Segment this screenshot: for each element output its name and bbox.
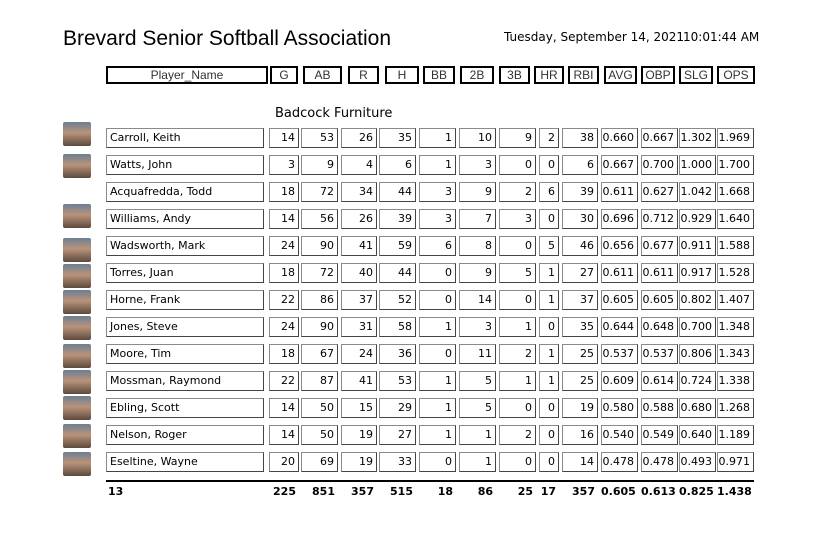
stat-cell-slg: 0.493 bbox=[679, 452, 716, 472]
stat-cell-3b: 0 bbox=[499, 155, 536, 175]
stat-cell-g: 14 bbox=[269, 398, 299, 418]
player-photo bbox=[63, 316, 91, 340]
stat-cell-ab: 53 bbox=[301, 128, 338, 148]
stat-cell-rbi: 19 bbox=[562, 398, 598, 418]
stat-cell-obp: 0.627 bbox=[641, 182, 678, 202]
stat-cell-r: 31 bbox=[341, 317, 377, 337]
stat-cell-slg: 1.302 bbox=[679, 128, 716, 148]
column-header-label: OPS bbox=[723, 68, 749, 82]
totals-bb: 18 bbox=[437, 485, 453, 498]
stat-cell-2b: 5 bbox=[459, 371, 496, 391]
stat-cell-3b: 0 bbox=[499, 290, 536, 310]
stat-cell-3b: 9 bbox=[499, 128, 536, 148]
player-photo bbox=[63, 154, 91, 178]
column-header-ab bbox=[303, 66, 342, 84]
stat-cell-r: 26 bbox=[341, 128, 377, 148]
column-header-label: R bbox=[359, 68, 368, 82]
stat-cell-g: 14 bbox=[269, 425, 299, 445]
stat-cell-ops: 1.268 bbox=[717, 398, 754, 418]
stat-cell-3b: 0 bbox=[499, 236, 536, 256]
totals-ops: 1.438 bbox=[717, 485, 752, 498]
player-name-cell: Carroll, Keith bbox=[106, 128, 264, 148]
player-photo bbox=[63, 370, 91, 394]
totals-obp: 0.613 bbox=[641, 485, 676, 498]
stat-cell-ab: 50 bbox=[301, 398, 338, 418]
stat-cell-slg: 0.911 bbox=[679, 236, 716, 256]
stat-cell-2b: 1 bbox=[459, 425, 496, 445]
stat-cell-rbi: 27 bbox=[562, 263, 598, 283]
column-header-label: H bbox=[397, 68, 407, 82]
report-date: Tuesday, September 14, 2021 bbox=[504, 30, 685, 44]
player-name-cell: Eseltine, Wayne bbox=[106, 452, 264, 472]
stat-cell-slg: 0.806 bbox=[679, 344, 716, 364]
stat-cell-rbi: 39 bbox=[562, 182, 598, 202]
report-title: Brevard Senior Softball Association bbox=[63, 27, 392, 50]
stat-cell-r: 41 bbox=[341, 236, 377, 256]
stat-cell-rbi: 14 bbox=[562, 452, 598, 472]
stat-cell-3b: 2 bbox=[499, 182, 536, 202]
stat-cell-obp: 0.478 bbox=[641, 452, 678, 472]
stat-cell-bb: 1 bbox=[419, 398, 456, 418]
stat-cell-g: 24 bbox=[269, 236, 299, 256]
stat-cell-3b: 1 bbox=[499, 371, 536, 391]
stat-cell-hr: 1 bbox=[539, 344, 559, 364]
stat-cell-g: 3 bbox=[269, 155, 299, 175]
stat-cell-ops: 1.668 bbox=[717, 182, 754, 202]
stat-cell-rbi: 25 bbox=[562, 371, 598, 391]
player-photo bbox=[63, 238, 91, 262]
stat-cell-rbi: 38 bbox=[562, 128, 598, 148]
stat-cell-r: 4 bbox=[341, 155, 377, 175]
stat-cell-hr: 0 bbox=[539, 317, 559, 337]
column-header-avg bbox=[604, 66, 637, 84]
stat-cell-ab: 69 bbox=[301, 452, 338, 472]
stat-cell-obp: 0.588 bbox=[641, 398, 678, 418]
stat-cell-bb: 0 bbox=[419, 290, 456, 310]
totals-2b: 86 bbox=[477, 485, 493, 498]
stat-cell-3b: 1 bbox=[499, 317, 536, 337]
stat-cell-ab: 50 bbox=[301, 425, 338, 445]
stat-cell-h: 36 bbox=[379, 344, 416, 364]
stat-cell-rbi: 6 bbox=[562, 155, 598, 175]
stat-cell-3b: 3 bbox=[499, 209, 536, 229]
stat-cell-3b: 0 bbox=[499, 398, 536, 418]
stat-cell-avg: 0.660 bbox=[601, 128, 638, 148]
player-photo bbox=[63, 344, 91, 368]
player-name-cell: Wadsworth, Mark bbox=[106, 236, 264, 256]
stat-cell-avg: 0.540 bbox=[601, 425, 638, 445]
stat-cell-bb: 0 bbox=[419, 344, 456, 364]
player-photo bbox=[63, 264, 91, 288]
column-header-label: 2B bbox=[469, 68, 485, 82]
stat-cell-ab: 87 bbox=[301, 371, 338, 391]
stat-cell-obp: 0.611 bbox=[641, 263, 678, 283]
column-header-label: SLG bbox=[683, 68, 708, 82]
stat-cell-2b: 9 bbox=[459, 263, 496, 283]
column-header-2b bbox=[460, 66, 494, 84]
stat-cell-ab: 56 bbox=[301, 209, 338, 229]
stat-cell-g: 20 bbox=[269, 452, 299, 472]
stat-cell-h: 58 bbox=[379, 317, 416, 337]
stat-cell-avg: 0.611 bbox=[601, 263, 638, 283]
stat-cell-ops: 1.640 bbox=[717, 209, 754, 229]
column-header-label: Player_Name bbox=[150, 68, 224, 82]
stat-cell-ops: 1.588 bbox=[717, 236, 754, 256]
player-name-cell: Acquafredda, Todd bbox=[106, 182, 264, 202]
stat-cell-avg: 0.478 bbox=[601, 452, 638, 472]
totals-3b: 25 bbox=[517, 485, 533, 498]
stat-cell-2b: 9 bbox=[459, 182, 496, 202]
player-name-cell: Moore, Tim bbox=[106, 344, 264, 364]
totals-ab: 851 bbox=[312, 485, 335, 498]
stat-cell-h: 44 bbox=[379, 182, 416, 202]
stat-cell-bb: 1 bbox=[419, 317, 456, 337]
player-photo bbox=[63, 204, 91, 228]
stat-cell-ops: 1.528 bbox=[717, 263, 754, 283]
stat-cell-hr: 1 bbox=[539, 371, 559, 391]
totals-r: 357 bbox=[351, 485, 374, 498]
stat-cell-slg: 0.917 bbox=[679, 263, 716, 283]
player-name-cell: Torres, Juan bbox=[106, 263, 264, 283]
stat-cell-2b: 1 bbox=[459, 452, 496, 472]
stat-cell-2b: 10 bbox=[459, 128, 496, 148]
stat-cell-hr: 6 bbox=[539, 182, 559, 202]
stat-cell-slg: 1.042 bbox=[679, 182, 716, 202]
stat-cell-obp: 0.605 bbox=[641, 290, 678, 310]
stat-cell-g: 22 bbox=[269, 371, 299, 391]
stat-cell-avg: 0.611 bbox=[601, 182, 638, 202]
stat-cell-hr: 2 bbox=[539, 128, 559, 148]
player-photo bbox=[63, 290, 91, 314]
column-header-label: G bbox=[279, 68, 289, 82]
stat-cell-h: 52 bbox=[379, 290, 416, 310]
stat-cell-avg: 0.656 bbox=[601, 236, 638, 256]
stat-cell-avg: 0.580 bbox=[601, 398, 638, 418]
stat-cell-obp: 0.537 bbox=[641, 344, 678, 364]
stat-cell-slg: 0.802 bbox=[679, 290, 716, 310]
stat-cell-avg: 0.644 bbox=[601, 317, 638, 337]
totals-h: 515 bbox=[390, 485, 413, 498]
player-name-cell: Watts, John bbox=[106, 155, 264, 175]
stat-cell-ab: 90 bbox=[301, 236, 338, 256]
stat-cell-2b: 5 bbox=[459, 398, 496, 418]
totals-avg: 0.605 bbox=[601, 485, 636, 498]
stat-cell-ops: 0.971 bbox=[717, 452, 754, 472]
stat-cell-rbi: 37 bbox=[562, 290, 598, 310]
column-header-label: BB bbox=[430, 68, 447, 82]
stat-cell-ab: 90 bbox=[301, 317, 338, 337]
stat-cell-obp: 0.549 bbox=[641, 425, 678, 445]
stat-cell-r: 41 bbox=[341, 371, 377, 391]
stat-cell-h: 53 bbox=[379, 371, 416, 391]
column-header-3b bbox=[499, 66, 530, 84]
stat-cell-rbi: 46 bbox=[562, 236, 598, 256]
player-photo bbox=[63, 452, 91, 476]
column-header-ops bbox=[717, 66, 755, 84]
column-header-hr bbox=[534, 66, 564, 84]
stat-cell-hr: 0 bbox=[539, 209, 559, 229]
stat-cell-bb: 3 bbox=[419, 182, 456, 202]
stat-cell-rbi: 35 bbox=[562, 317, 598, 337]
stat-cell-2b: 14 bbox=[459, 290, 496, 310]
stat-cell-hr: 0 bbox=[539, 452, 559, 472]
stat-cell-obp: 0.614 bbox=[641, 371, 678, 391]
stat-cell-bb: 1 bbox=[419, 371, 456, 391]
stat-cell-bb: 1 bbox=[419, 425, 456, 445]
player-photo bbox=[63, 122, 91, 146]
stat-cell-ab: 67 bbox=[301, 344, 338, 364]
stat-cell-hr: 5 bbox=[539, 236, 559, 256]
stat-cell-bb: 1 bbox=[419, 155, 456, 175]
column-header-rbi bbox=[568, 66, 599, 84]
player-photo bbox=[63, 396, 91, 420]
stat-cell-bb: 1 bbox=[419, 128, 456, 148]
totals-divider bbox=[106, 480, 754, 482]
stat-cell-hr: 0 bbox=[539, 425, 559, 445]
player-name-cell: Williams, Andy bbox=[106, 209, 264, 229]
player-name-cell: Nelson, Roger bbox=[106, 425, 264, 445]
stat-cell-obp: 0.712 bbox=[641, 209, 678, 229]
stat-cell-hr: 0 bbox=[539, 155, 559, 175]
stat-cell-obp: 0.648 bbox=[641, 317, 678, 337]
stat-cell-g: 18 bbox=[269, 344, 299, 364]
column-header-obp bbox=[641, 66, 675, 84]
stat-cell-r: 24 bbox=[341, 344, 377, 364]
stat-cell-3b: 5 bbox=[499, 263, 536, 283]
team-name: Badcock Furniture bbox=[275, 106, 393, 121]
stat-cell-slg: 0.724 bbox=[679, 371, 716, 391]
stat-cell-rbi: 30 bbox=[562, 209, 598, 229]
column-header-g bbox=[270, 66, 298, 84]
stat-cell-ab: 72 bbox=[301, 263, 338, 283]
stat-cell-g: 24 bbox=[269, 317, 299, 337]
column-header-player-name bbox=[106, 66, 268, 84]
column-header-label: HR bbox=[540, 68, 558, 82]
stat-cell-ab: 86 bbox=[301, 290, 338, 310]
stat-cell-ops: 1.348 bbox=[717, 317, 754, 337]
stat-cell-obp: 0.667 bbox=[641, 128, 678, 148]
stat-cell-ab: 9 bbox=[301, 155, 338, 175]
player-name-cell: Ebling, Scott bbox=[106, 398, 264, 418]
stat-cell-avg: 0.609 bbox=[601, 371, 638, 391]
stat-cell-ops: 1.407 bbox=[717, 290, 754, 310]
stat-cell-ab: 72 bbox=[301, 182, 338, 202]
stat-cell-slg: 0.929 bbox=[679, 209, 716, 229]
stat-cell-bb: 0 bbox=[419, 452, 456, 472]
stat-cell-r: 37 bbox=[341, 290, 377, 310]
stat-cell-3b: 2 bbox=[499, 344, 536, 364]
stat-cell-h: 59 bbox=[379, 236, 416, 256]
column-header-h bbox=[385, 66, 419, 84]
stat-cell-g: 18 bbox=[269, 182, 299, 202]
stat-cell-bb: 3 bbox=[419, 209, 456, 229]
stat-cell-r: 19 bbox=[341, 425, 377, 445]
stat-cell-bb: 0 bbox=[419, 263, 456, 283]
column-header-label: OBP bbox=[645, 68, 671, 82]
stat-cell-h: 39 bbox=[379, 209, 416, 229]
stat-cell-h: 6 bbox=[379, 155, 416, 175]
stat-cell-g: 14 bbox=[269, 209, 299, 229]
stat-cell-2b: 3 bbox=[459, 155, 496, 175]
column-header-slg bbox=[679, 66, 713, 84]
player-name-cell: Mossman, Raymond bbox=[106, 371, 264, 391]
stat-cell-obp: 0.677 bbox=[641, 236, 678, 256]
stat-cell-avg: 0.696 bbox=[601, 209, 638, 229]
totals-hr: 17 bbox=[540, 485, 556, 498]
stat-cell-h: 33 bbox=[379, 452, 416, 472]
stat-cell-hr: 1 bbox=[539, 263, 559, 283]
stat-cell-h: 27 bbox=[379, 425, 416, 445]
totals-slg: 0.825 bbox=[679, 485, 714, 498]
stat-cell-r: 15 bbox=[341, 398, 377, 418]
stat-cell-rbi: 16 bbox=[562, 425, 598, 445]
stat-cell-ops: 1.343 bbox=[717, 344, 754, 364]
stat-cell-g: 22 bbox=[269, 290, 299, 310]
stat-cell-slg: 0.700 bbox=[679, 317, 716, 337]
stat-cell-r: 19 bbox=[341, 452, 377, 472]
stat-cell-r: 34 bbox=[341, 182, 377, 202]
stat-cell-hr: 1 bbox=[539, 290, 559, 310]
player-photo bbox=[63, 424, 91, 448]
player-name-cell: Jones, Steve bbox=[106, 317, 264, 337]
stat-cell-g: 18 bbox=[269, 263, 299, 283]
stat-cell-3b: 0 bbox=[499, 452, 536, 472]
stat-cell-avg: 0.537 bbox=[601, 344, 638, 364]
stat-cell-slg: 0.640 bbox=[679, 425, 716, 445]
stat-cell-h: 29 bbox=[379, 398, 416, 418]
column-header-r bbox=[348, 66, 379, 84]
stat-cell-slg: 0.680 bbox=[679, 398, 716, 418]
stat-cell-2b: 7 bbox=[459, 209, 496, 229]
stat-cell-h: 35 bbox=[379, 128, 416, 148]
stat-cell-avg: 0.605 bbox=[601, 290, 638, 310]
stat-cell-obp: 0.700 bbox=[641, 155, 678, 175]
player-name-cell: Horne, Frank bbox=[106, 290, 264, 310]
column-header-label: AVG bbox=[608, 68, 633, 82]
stat-cell-ops: 1.700 bbox=[717, 155, 754, 175]
stat-cell-r: 40 bbox=[341, 263, 377, 283]
stat-cell-g: 14 bbox=[269, 128, 299, 148]
stat-cell-3b: 2 bbox=[499, 425, 536, 445]
stat-cell-ops: 1.338 bbox=[717, 371, 754, 391]
stat-cell-hr: 0 bbox=[539, 398, 559, 418]
totals-player-count: 13 bbox=[108, 485, 124, 498]
totals-g: 225 bbox=[273, 485, 296, 498]
stat-cell-ops: 1.969 bbox=[717, 128, 754, 148]
stat-cell-2b: 8 bbox=[459, 236, 496, 256]
column-header-label: AB bbox=[314, 68, 331, 82]
column-header-bb bbox=[423, 66, 455, 84]
stat-cell-avg: 0.667 bbox=[601, 155, 638, 175]
stat-cell-ops: 1.189 bbox=[717, 425, 754, 445]
report-time: 10:01:44 AM bbox=[683, 30, 760, 44]
stat-cell-bb: 6 bbox=[419, 236, 456, 256]
stat-cell-2b: 3 bbox=[459, 317, 496, 337]
stat-cell-h: 44 bbox=[379, 263, 416, 283]
stat-cell-r: 26 bbox=[341, 209, 377, 229]
stat-cell-slg: 1.000 bbox=[679, 155, 716, 175]
column-header-label: 3B bbox=[507, 68, 522, 82]
stat-cell-2b: 11 bbox=[459, 344, 496, 364]
column-header-label: RBI bbox=[573, 68, 594, 82]
stat-cell-rbi: 25 bbox=[562, 344, 598, 364]
totals-rbi: 357 bbox=[572, 485, 595, 498]
